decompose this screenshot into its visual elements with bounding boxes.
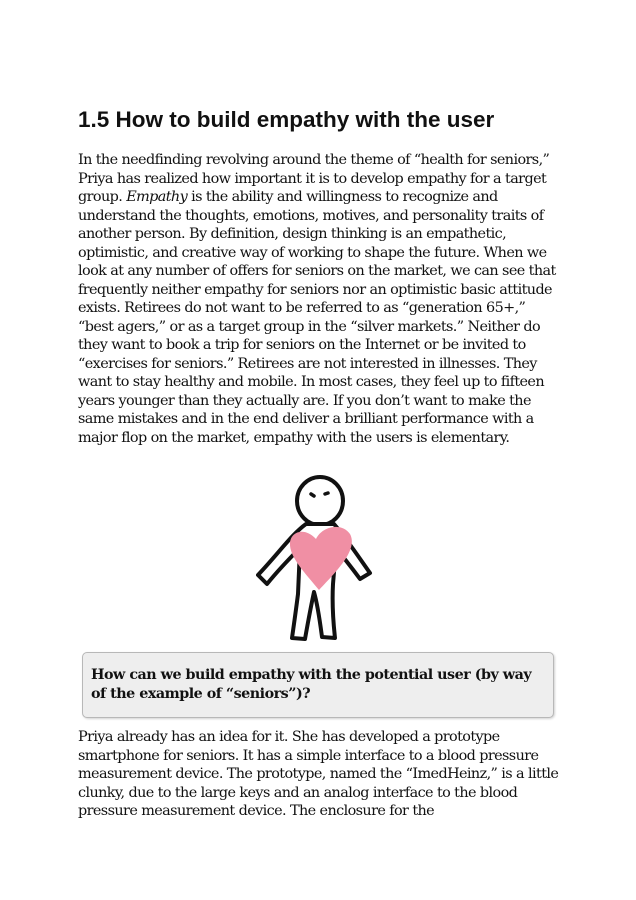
paragraph-text-after-term: is the ability and willingness to recognize and understand the thoughts, emotions, motives, and personality traits of another person. By definition, design thinking is an empathetic, optimistic, and creative way of working to shape the future. When we look at any number of offers for seniors on the market, we can see that frequently neither empathy for seniors nor an optimistic basic attitude exists. Retirees do not want to be referred to as “generation 65+,” “best agers,” or as a target group in the “silver markets.” Neither do they want to book a trip for seniors on the Internet or be invited to “exercises for seniors.” Retirees are not interested in illnesses. They want to stay healthy and mobile. In most cases, they feel up to fifteen years younger than they actually are. If you don’t want to make the same mistakes and in the end deliver a brilliant performance with a major flop on the market, empathy with the users is elementary. xyxy=(78,189,556,446)
callout-question: How can we build empathy with the potential user (by way of the example of “seniors”)? xyxy=(91,667,532,702)
paragraph-empathy-intro xyxy=(78,151,560,447)
term-empathy: Empathy xyxy=(126,189,188,205)
person-left-eye xyxy=(311,494,314,496)
paragraph-text-before-term: In the needfinding revolving around the theme of “health for seniors,” Priya has realized how important it is to develop empathy for a target group. xyxy=(78,152,550,205)
person-with-heart-icon xyxy=(256,472,382,644)
person-head xyxy=(297,477,343,525)
paragraph-prototype: Priya already has an idea for it. She has developed a prototype smartphone for seniors. It has a simple interface to a blood pressure measurement device. The prototype, named the “ImedHeinz,” is a little clunky, due to the large keys and an analog interface to the blood pressure measurement device. The enclosure for the xyxy=(78,729,559,819)
question-callout-box xyxy=(82,652,554,718)
section-heading: 1.5 How to build empathy with the user xyxy=(78,107,495,132)
person-right-eye xyxy=(325,493,328,494)
